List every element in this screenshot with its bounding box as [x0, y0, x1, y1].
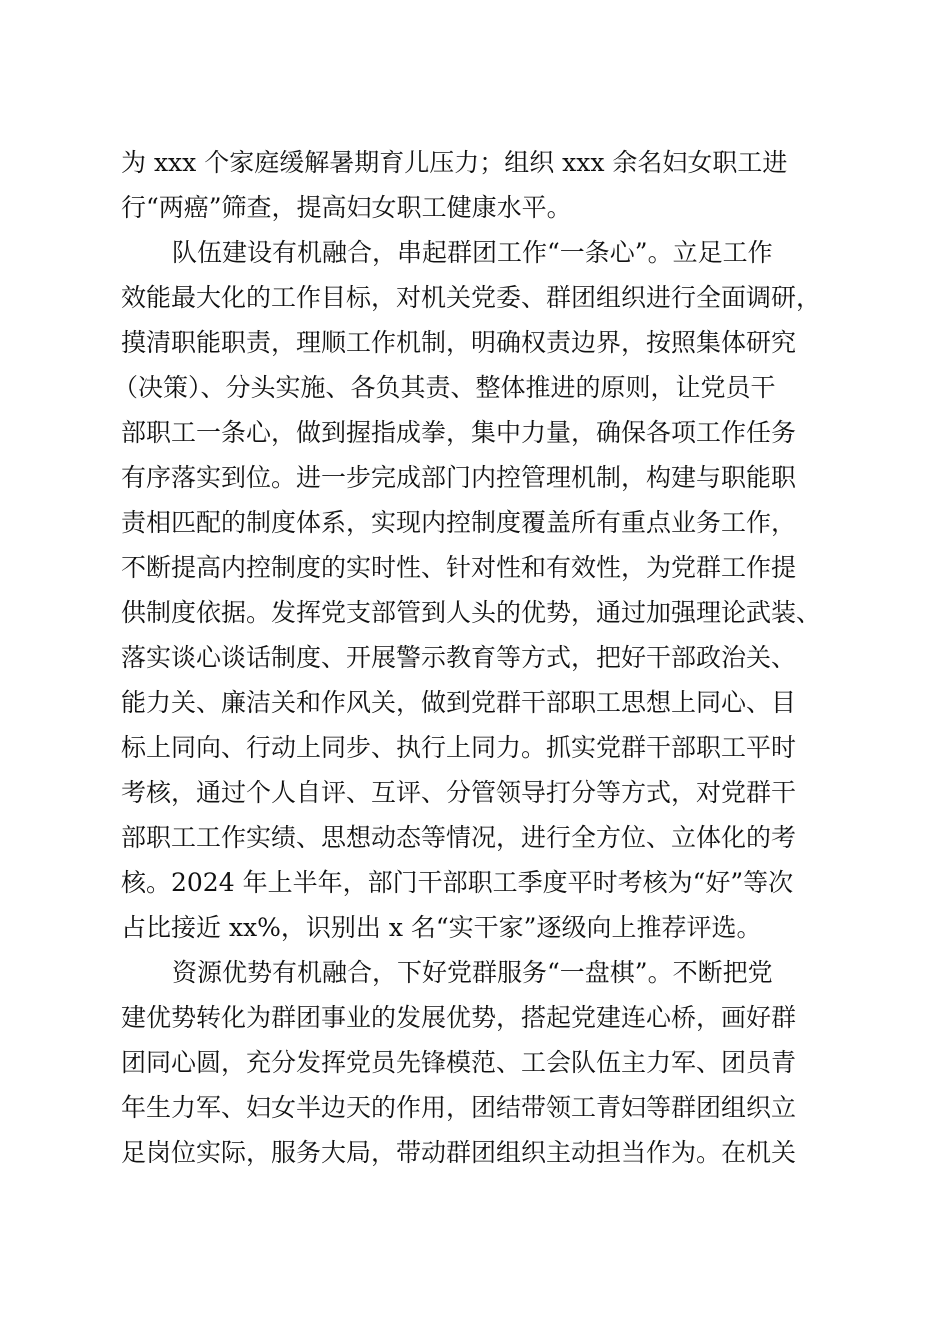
text-line-13: 能力关、廉洁关和作风关，做到党群干部职工思想上同心、目: [121, 688, 797, 717]
text-line-1: 为 xxx 个家庭缓解暑期育儿压力；组织 xxx 余名妇女职工进: [121, 148, 788, 177]
text-line-12: 落实谈心谈话制度、开展警示教育等方式，把好干部政治关、: [121, 643, 797, 672]
text-line-16: 部职工工作实绩、思想动态等情况，进行全方位、立体化的考: [121, 823, 797, 852]
text-line-18: 占比接近 xx%，识别出 x 名“实干家”逐级向上推荐评选。: [121, 913, 762, 942]
text-line-8: 有序落实到位。进一步完成部门内控管理机制，构建与职能职: [121, 463, 797, 492]
text-line-19: 资源优势有机融合，下好党群服务“一盘棋”。不断把党: [172, 958, 773, 987]
text-line-22: 年生力军、妇女半边天的作用，团结带领工青妇等群团组织立: [121, 1093, 797, 1122]
text-line-3: 队伍建设有机融合，串起群团工作“一条心”。立足工作: [172, 238, 773, 267]
text-line-10: 不断提高内控制度的实时性、针对性和有效性，为党群工作提: [121, 553, 797, 582]
text-line-23: 足岗位实际，服务大局，带动群团组织主动担当作为。在机关: [121, 1138, 797, 1167]
text-line-11: 供制度依据。发挥党支部管到人头的优势，通过加强理论武装、: [121, 598, 822, 627]
text-line-20: 建优势转化为群团事业的发展优势，搭起党建连心桥，画好群: [121, 1003, 797, 1032]
text-line-6: （决策）、分头实施、各负其责、整体推进的原则，让党员干: [113, 373, 776, 402]
text-line-4: 效能最大化的工作目标，对机关党委、群团组织进行全面调研，: [121, 283, 822, 312]
text-line-5: 摸清职能职责，理顺工作机制，明确权责边界，按照集体研究: [121, 328, 797, 357]
text-line-21: 团同心圆，充分发挥党员先锋模范、工会队伍主力军、团员青: [121, 1048, 797, 1077]
text-line-7: 部职工一条心，做到握指成拳，集中力量，确保各项工作任务: [121, 418, 797, 447]
text-line-14: 标上同向、行动上同步、执行上同力。抓实党群干部职工平时: [121, 733, 797, 762]
text-line-2: 行“两癌”筛查，提高妇女职工健康水平。: [121, 193, 572, 222]
text-line-15: 考核，通过个人自评、互评、分管领导打分等方式，对党群干: [121, 778, 797, 807]
text-line-17: 核。2024 年上半年，部门干部职工季度平时考核为“好”等次: [121, 868, 794, 897]
text-line-9: 责相匹配的制度体系，实现内控制度覆盖所有重点业务工作，: [121, 508, 797, 537]
